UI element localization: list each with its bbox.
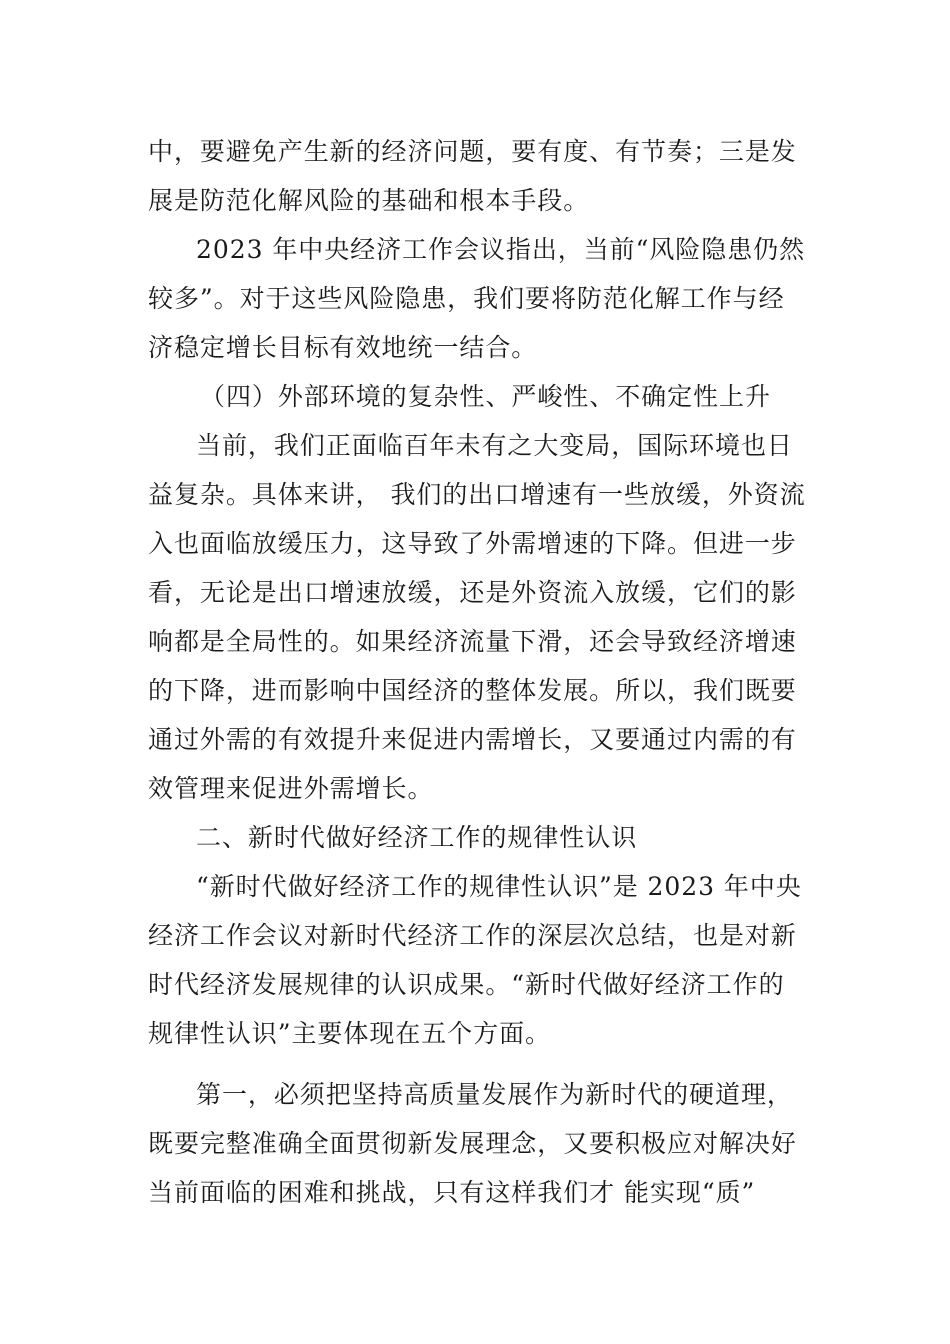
text-line: 当前面临的困难和挑战，只有这样我们才 能实现“质” [148, 1178, 756, 1207]
text-line: 效管理来促进外需增长。 [148, 774, 434, 803]
text-line: 第一，必须把坚持高质量发展作为新时代的硬道理， [196, 1080, 793, 1109]
text-line: 看，无论是出口增速放缓，还是外资流入放缓，它们的影 [148, 578, 797, 607]
text-line: 展是防范化解风险的基础和根本手段。 [148, 186, 590, 215]
text-line: 规律性认识”主要体现在五个方面。 [148, 1019, 551, 1048]
text-line: 较多”。对于这些风险隐患，我们要将防范化解工作与经 [148, 284, 785, 313]
text-line: 济稳定增长目标有效地统一结合。 [148, 333, 538, 362]
text-line: 的下降，进而影响中国经济的整体发展。所以，我们既要 [148, 676, 797, 705]
text-line: 经济工作会议对新时代经济工作的深层次总结，也是对新 [148, 921, 797, 950]
section-heading: 二、新时代做好经济工作的规律性认识 [196, 823, 638, 852]
section-heading: （四）外部环境的复杂性、严峻性、不确定性上升 [200, 382, 771, 411]
text-line: 中，要避免产生新的经济问题，要有度、有节奏；三是发 [148, 137, 797, 166]
text-line: 益复杂。具体来讲， 我们的出口增速有一些放缓，外资流 [148, 480, 806, 509]
text-line: 既要完整准确全面贯彻新发展理念，又要积极应对解决好 [148, 1129, 797, 1158]
text-line: “新时代做好经济工作的规律性认识”是 2023 年中央 [196, 872, 802, 901]
text-line: 响都是全局性的。如果经济流量下滑，还会导致经济增速 [148, 627, 797, 656]
text-line: 当前，我们正面临百年未有之大变局，国际环境也日 [196, 431, 793, 460]
text-line: 2023 年中央经济工作会议指出，当前“风险隐患仍然 [196, 235, 806, 264]
text-line: 入也面临放缓压力，这导致了外需增速的下降。但进一步 [148, 529, 797, 558]
text-line: 通过外需的有效提升来促进内需增长，又要通过内需的有 [148, 725, 797, 754]
text-line: 时代经济发展规律的认识成果。“新时代做好经济工作的 [148, 970, 785, 999]
